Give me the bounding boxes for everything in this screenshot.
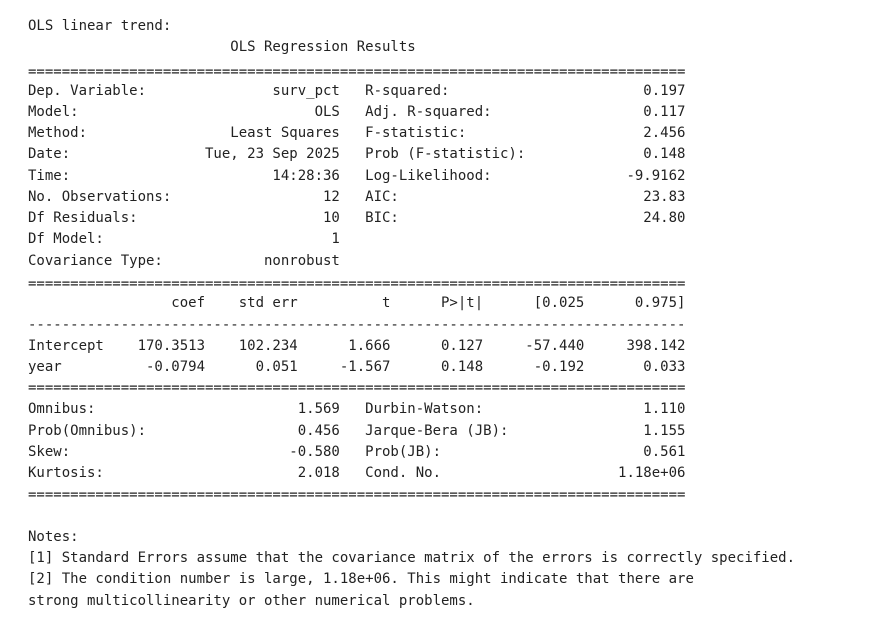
note-line-2: [2] The condition number is large, 1.18e+06. This might indicate that there are — [28, 571, 694, 587]
separator-double: ============================================================================== — [28, 380, 686, 396]
note-line-3: strong multicollinearity or other numerical problems. — [28, 593, 475, 609]
diag-row-kurtosis: Kurtosis: 2.018 Cond. No. 1.18e+06 — [28, 465, 686, 481]
note-line-1: [1] Standard Errors assume that the covariance matrix of the errors is correctly specified. — [28, 550, 796, 566]
coef-row-intercept: Intercept 170.3513 102.234 1.666 0.127 -57.440 398.142 — [28, 338, 686, 354]
summary-row-df-model: Df Model: 1 — [28, 231, 340, 247]
summary-row-date: Date: Tue, 23 Sep 2025 Prob (F-statistic): 0.148 — [28, 146, 686, 162]
summary-row-dep-variable: Dep. Variable: surv_pct R-squared: 0.197 — [28, 83, 686, 99]
diag-row-prob-omnibus: Prob(Omnibus): 0.456 Jarque-Bera (JB): 1.155 — [28, 423, 686, 439]
summary-row-df-residuals: Df Residuals: 10 BIC: 24.80 — [28, 210, 686, 226]
coef-row-year: year -0.0794 0.051 -1.567 0.148 -0.192 0.033 — [28, 359, 686, 375]
coef-table-header: coef std err t P>|t| [0.025 0.975] — [28, 295, 686, 311]
summary-row-covariance: Covariance Type: nonrobust — [28, 253, 340, 269]
summary-row-method: Method: Least Squares F-statistic: 2.456 — [28, 125, 686, 141]
diag-row-omnibus: Omnibus: 1.569 Durbin-Watson: 1.110 — [28, 401, 686, 417]
summary-row-time: Time: 14:28:36 Log-Likelihood: -9.9162 — [28, 168, 686, 184]
separator-double: ============================================================================== — [28, 276, 686, 292]
separator-double: ============================================================================== — [28, 64, 686, 80]
separator-double: ============================================================================== — [28, 487, 686, 503]
diag-row-skew: Skew: -0.580 Prob(JB): 0.561 — [28, 444, 686, 460]
summary-title: OLS Regression Results — [28, 39, 416, 55]
separator-single: ------------------------------------------------------------------------------ — [28, 317, 686, 333]
summary-row-model: Model: OLS Adj. R-squared: 0.117 — [28, 104, 686, 120]
summary-row-observations: No. Observations: 12 AIC: 23.83 — [28, 189, 686, 205]
notes-header: Notes: — [28, 529, 79, 545]
intro-text: OLS linear trend: — [28, 18, 172, 34]
